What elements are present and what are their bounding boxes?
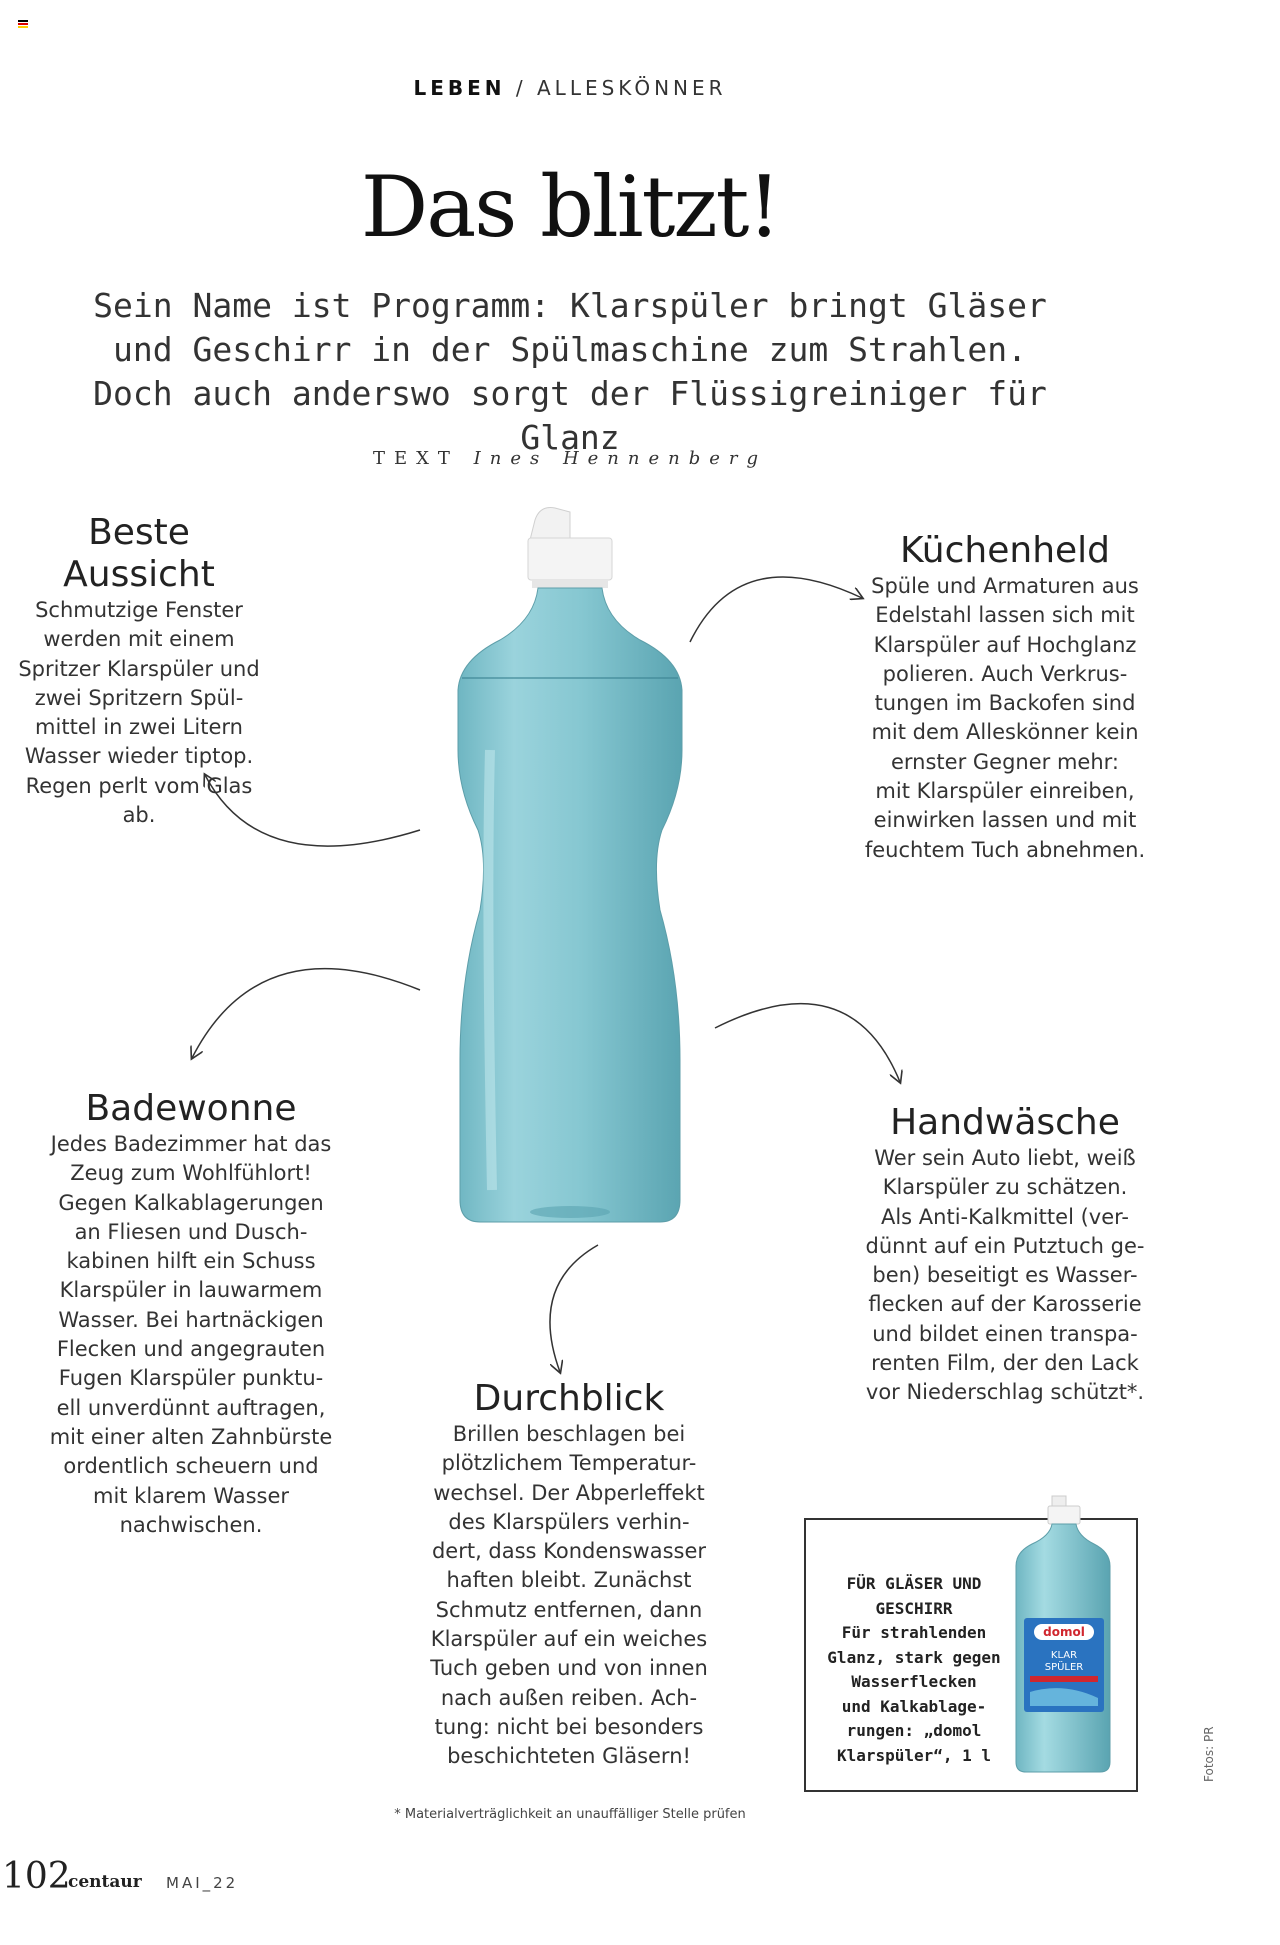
lead-line: Doch auch anderswo sorgt der Flüssigreiniger für Glanz [93,374,1047,457]
tip-heading: Beste Aussicht [63,512,215,595]
tip-line: Spüle und Armaturen aus [871,574,1139,598]
photo-credit: Fotos: PR [1202,1726,1216,1782]
tip-body [860,572,1150,865]
subsection-label: ALLESKÖNNER [537,76,727,100]
tip-line: flecken auf der Karosserie [868,1292,1142,1317]
tip-body [424,1420,714,1772]
tip-line: einwirken lassen und mit [873,808,1137,833]
arrow-icon [192,969,420,1058]
tip-line: und bildet einen transpa- [872,1321,1138,1346]
tip-line: Klarspüler auf Hochglanz [873,632,1137,657]
tip-heading: Küchenheld [899,530,1111,571]
tip-line: Jedes Badezimmer hat das [50,1132,332,1156]
tip-line: Klarspüler zu schätzen. [882,1175,1128,1200]
tip-line: an Fliesen und Dusch- [74,1219,308,1244]
tip-heading: Durchblick [473,1378,665,1419]
lead-line: Sein Name ist Programm: Klarspüler bringt Gläser [93,286,1047,325]
tip-line: Regen perlt vom Glas ab. [25,773,253,828]
section-label: LEBEN [413,76,506,100]
tip-line: dert, dass Kondenswasser [431,1539,707,1564]
tip-line: Schmutzige Fenster [35,598,243,622]
product-brand: domol [1043,1625,1085,1639]
tip-line: ordentlich scheuern und [63,1454,319,1479]
tip-body [48,1130,334,1540]
tip-line: nach außen reiben. Ach- [440,1685,698,1710]
tip-line: tungen im Backofen sind [874,691,1136,716]
tip-line: mit einer alten Zahnbürste [49,1424,333,1449]
byline-label: TEXT [372,448,459,469]
tip-line: renten Film, der den Lack [871,1351,1139,1376]
magazine-name: centaur [68,1872,142,1892]
tip-body [8,596,270,830]
tip-line: kabinen hilft ein Schuss [66,1249,316,1274]
tip-line: tung: nicht bei besonders [434,1714,704,1739]
tip-line: Tuch geben und von innen [430,1656,708,1681]
tip-line: Wasser. Bei hartnäckigen [58,1307,324,1332]
tip-line: Wasser wieder tiptop. [24,744,254,769]
product-line: FÜR GLÄSER UND [846,1574,982,1593]
lead-line: und Geschirr in der Spülmaschine zum Strahlen. [113,330,1027,369]
tip-durchblick [424,1378,714,1772]
product-line: Für strahlenden [841,1623,987,1642]
tip-line: werden mit einem [43,627,235,652]
product-line: Glanz, stark gegen [827,1647,1001,1667]
product-label-top: KLAR [1050,1650,1078,1661]
byline-author: Ines Hennenberg [473,448,768,469]
product-line: rungen: „domol [846,1721,982,1740]
tip-line: vor Niederschlag schützt*. [865,1380,1145,1405]
tip-line: des Klarspülers verhin- [448,1509,690,1534]
tip-line: Fugen Klarspüler punktu- [58,1366,324,1391]
tip-line: ernster Gegner mehr: [891,749,1119,774]
section-separator: / [515,76,527,100]
product-description [818,1572,1010,1768]
product-label-bottom: SPÜLER [1044,1662,1084,1673]
arrow-icon [690,577,862,642]
product-line: und Kalkablage- [841,1696,987,1716]
tip-line: polieren. Auch Verkrus- [882,661,1128,686]
tip-line: beschichteten Gläsern! [447,1744,691,1769]
tip-line: Flecken und angegrauten [56,1337,326,1362]
footnote: * Materialverträglichkeit an unauffälliger Stelle prüfen [394,1807,746,1822]
tip-handwaesche [858,1102,1152,1408]
product-line: GESCHIRR [875,1598,953,1618]
issue-label: MAI_22 [166,1874,239,1892]
tip-line: mit Klarspüler einreiben, [875,779,1135,804]
arrow-icon [715,1004,900,1082]
page-number: 102 [2,1856,71,1897]
tip-line: Gegen Kalkablagerungen [58,1190,324,1215]
tip-line: dünnt auf ein Putztuch ge- [865,1233,1145,1258]
tip-beste-aussicht [8,512,270,830]
tip-line: Schmutz entfernen, dann [435,1597,703,1622]
tip-badewonne [48,1088,334,1540]
tip-line: Brillen beschlagen bei [452,1422,686,1446]
product-bottle-image [1010,1492,1118,1776]
tip-line: nachwischen. [119,1512,263,1537]
tip-line: zwei Spritzern Spül- [34,685,244,710]
tip-heading: Handwäsche [890,1102,1120,1143]
tip-kuechenheld [860,530,1150,865]
tip-line: Klarspüler in lauwarmem [59,1278,323,1303]
product-line: Klarspüler“, 1 l [836,1745,992,1765]
tip-line: haften bleibt. Zunächst [446,1568,692,1593]
page-title: Das blitzt! [360,158,780,256]
tip-line: Klarspüler auf ein weiches [430,1627,708,1652]
tip-line: Wer sein Auto liebt, weiß [874,1146,1136,1170]
tip-line: wechsel. Der Abperleffekt [433,1480,705,1505]
tip-heading: Badewonne [85,1088,297,1129]
tip-line: mit dem Alleskönner kein [871,720,1139,745]
tip-line: feuchtem Tuch abnehmen. [864,837,1146,862]
tip-line: mit klarem Wasser [92,1483,289,1508]
tip-line: mittel in zwei Litern [35,715,243,740]
tip-line: Als Anti-Kalkmittel (ver- [880,1204,1129,1229]
arrow-icon [550,1245,598,1372]
tip-line: Spritzer Klarspüler und [18,656,260,681]
tip-line: Zeug zum Wohlfühlort! [70,1161,312,1186]
tip-line: ell unverdünnt auftragen, [56,1395,326,1420]
tip-line: ben) beseitigt es Wasser- [872,1263,1138,1288]
product-line: Wasserflecken [851,1672,977,1691]
tip-line: Edelstahl lassen sich mit [875,603,1135,628]
tip-body [858,1144,1152,1408]
tip-line: plötzlichem Temperatur- [441,1451,697,1476]
